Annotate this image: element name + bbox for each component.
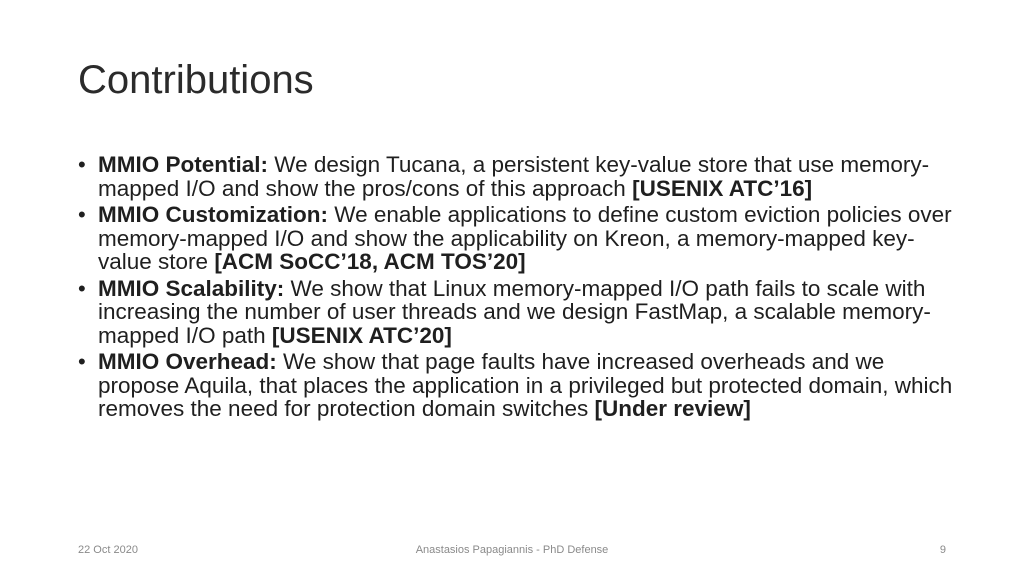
bullet-dot-icon: • (78, 349, 86, 374)
bullet-mmio-customization (78, 203, 958, 274)
bullet-dot-icon: • (78, 152, 86, 177)
bullet-text: We design Tucana, a persistent key-value store that use memory-mapped I/O and show the pros/cons of this approach (98, 152, 930, 201)
slide-title: Contributions (78, 58, 314, 102)
bullet-mmio-scalability (78, 277, 958, 348)
bullet-text: We show that page faults have increased overheads and we propose Aquila, that places the application in a privileged but protected domain, which removes the need for protection domain switches (98, 349, 953, 421)
bullet-heading: MMIO Scalability: (98, 275, 285, 301)
bullet-heading: MMIO Overhead: (98, 349, 277, 374)
bullet-mmio-potential (78, 153, 958, 200)
bullet-mmio-overhead (78, 350, 958, 421)
bullet-text: We show that Linux memory-mapped I/O path fails to scale with increasing the number of user threads and we design FastMap, a scalable memory-mapped I/O path (98, 275, 931, 348)
bullet-dot-icon: • (78, 202, 86, 227)
bullet-heading: MMIO Potential: (98, 152, 268, 177)
bullet-text: We enable applications to define custom eviction policies over memory-mapped I/O and show the applicability on Kreon, a memory-mapped key-value store (98, 202, 952, 274)
bullet-venue: [USENIX ATC’16] (632, 175, 813, 201)
bullet-venue: [ACM SoCC’18, ACM TOS’20] (214, 249, 526, 274)
bullet-heading: MMIO Customization: (98, 202, 328, 227)
bullet-venue: [Under review] (594, 396, 751, 421)
footer-date: 22 Oct 2020 (78, 544, 138, 556)
contribution-list (78, 153, 958, 424)
footer-page-number: 9 (939, 544, 946, 556)
footer-presenter: Anastasios Papagiannis - PhD Defense (415, 544, 609, 556)
bullet-venue: [USENIX ATC’20] (271, 322, 452, 348)
bullet-dot-icon: • (78, 275, 86, 301)
